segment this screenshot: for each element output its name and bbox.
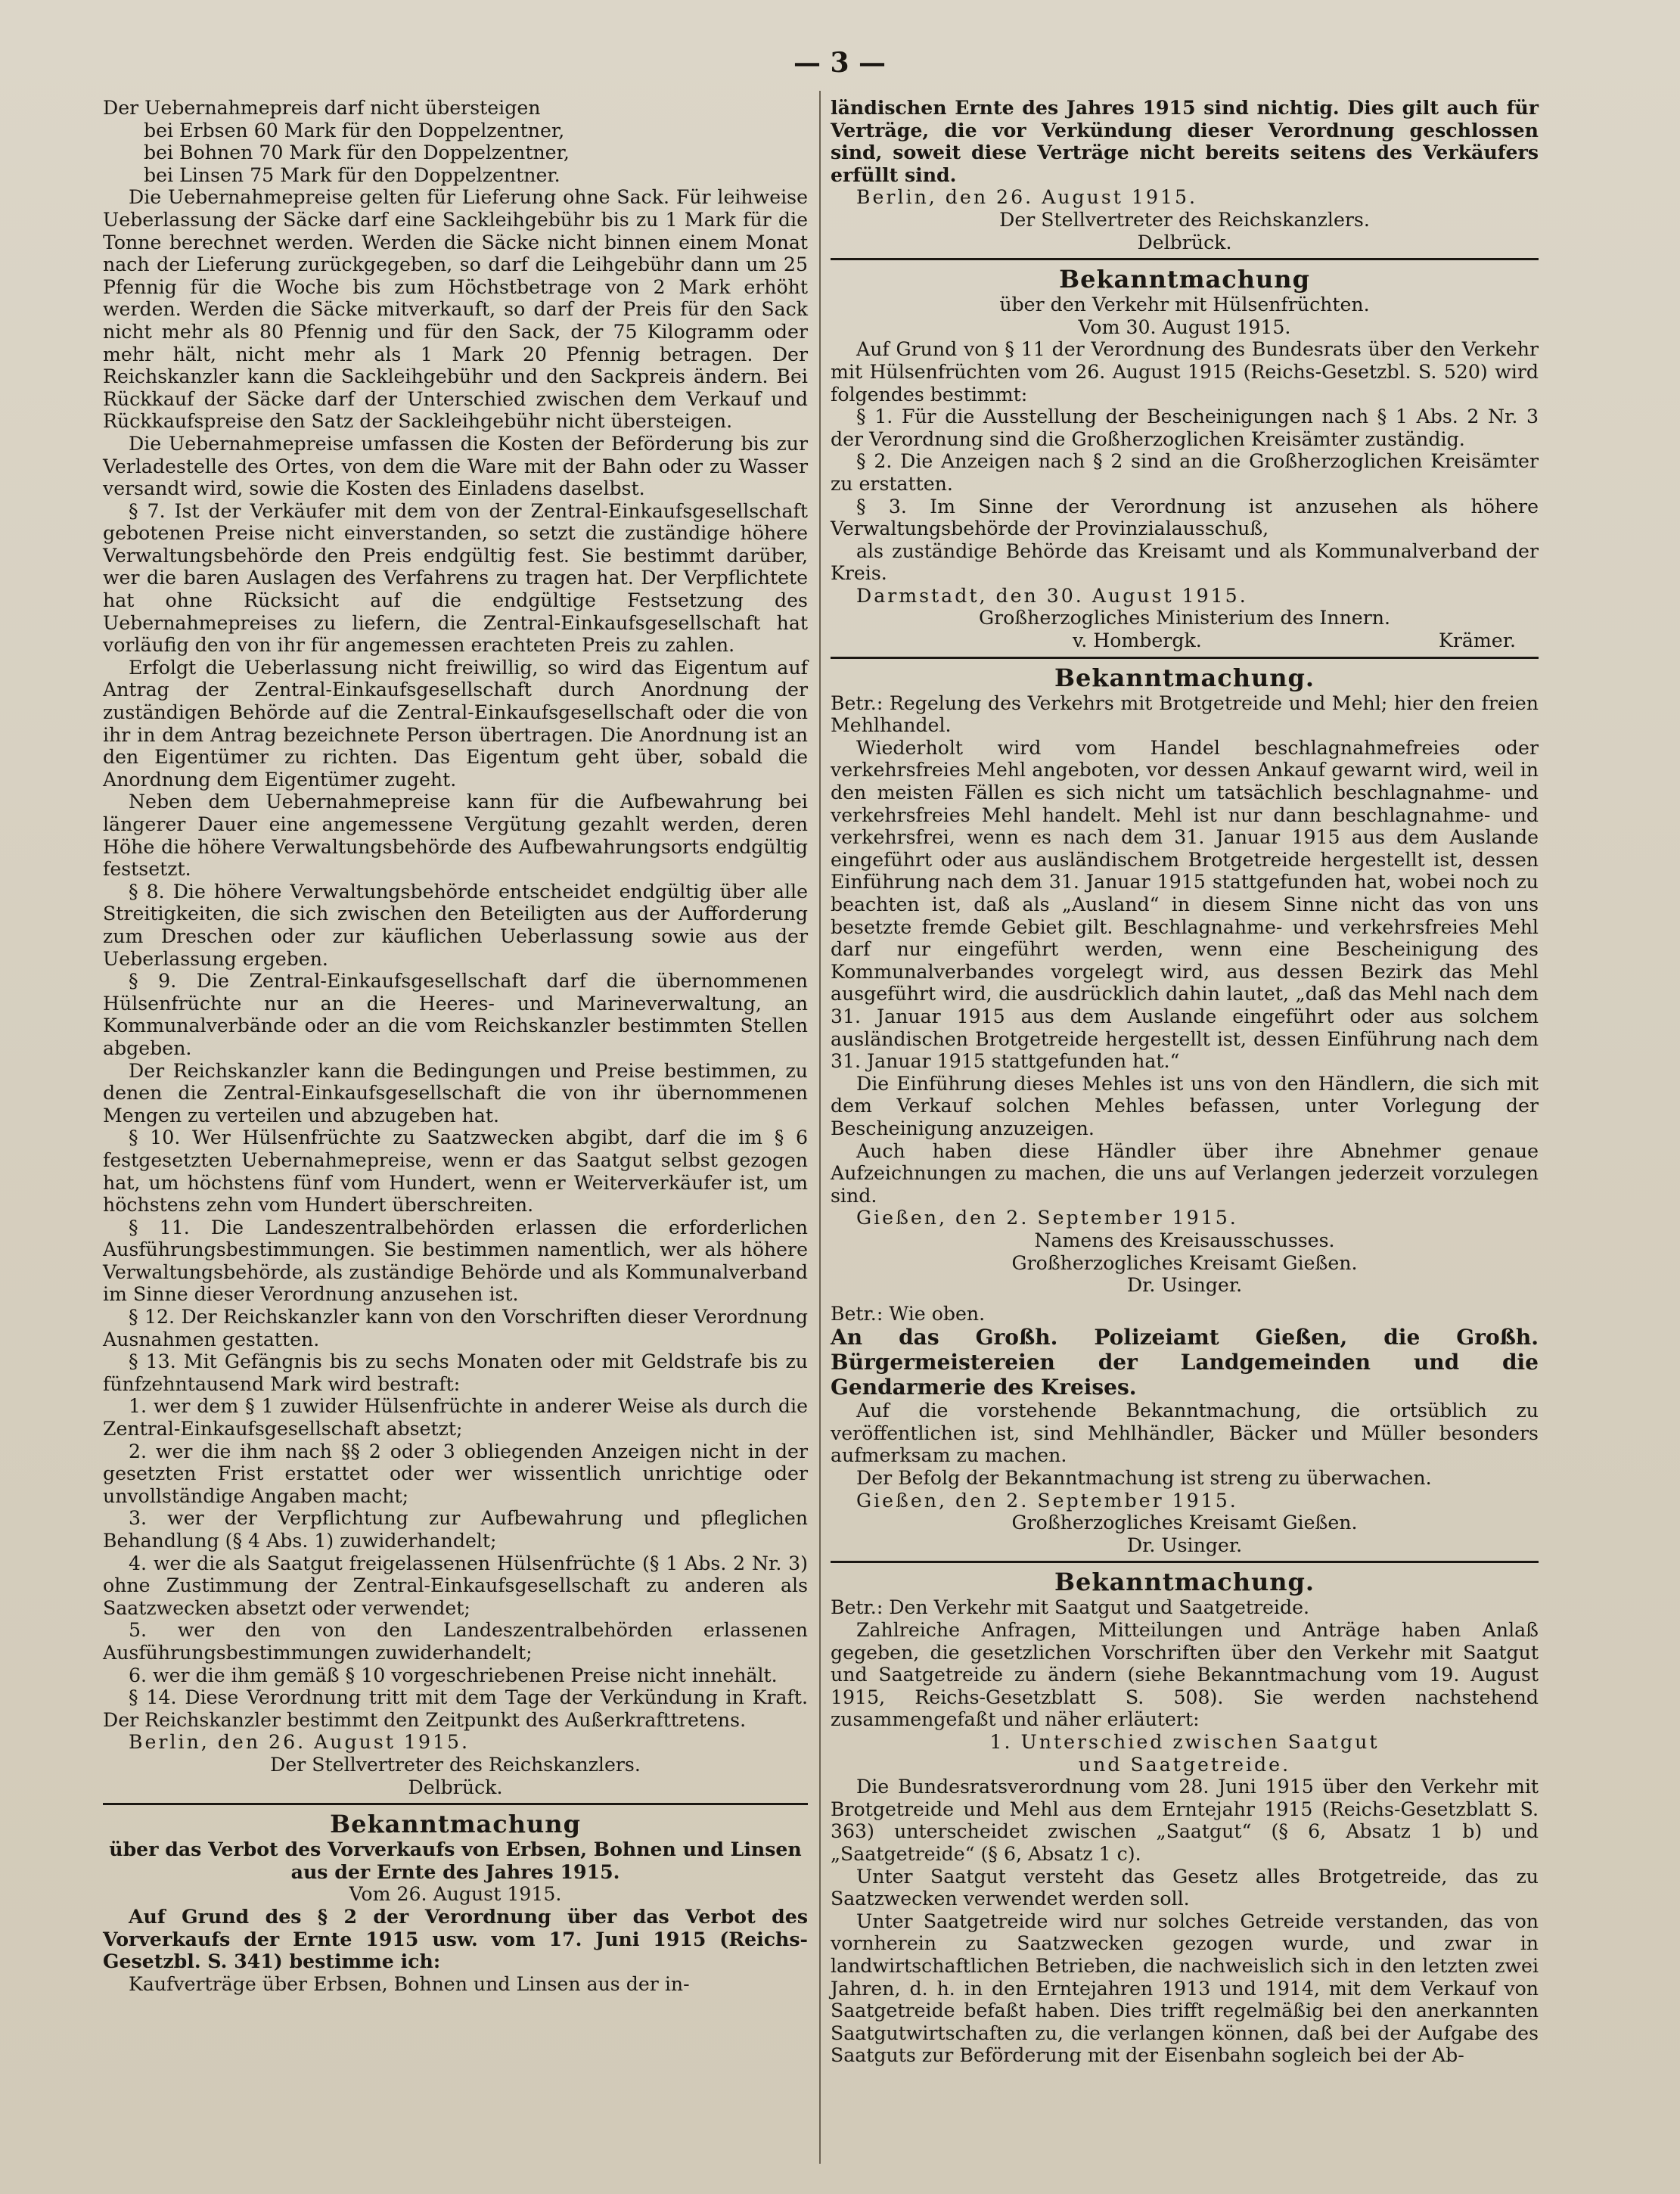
addressee: An das Großh. Polizeiamt Gießen, die Großh. Bürgermeistereien der Landgemeinden und die Gendarmerie des Kreises. — [831, 1325, 1539, 1400]
list-item: 4. wer die als Saatgut freigelassenen Hülsenfrüchte (§ 1 Abs. 2 Nr. 3) ohne Zustimmung der Zentral-Einkaufsgesellschaft zu anderen als Saatzwecken absetzt oder verwendet; — [103, 1552, 808, 1619]
signature-title: Großherzogliches Kreisamt Gießen. — [1011, 1512, 1358, 1534]
notice-heading: Bekanntmachung. — [1054, 663, 1315, 692]
signature-title: Namens des Kreisausschusses. — [1034, 1229, 1335, 1251]
paragraph: Unter Saatgut versteht das Gesetz alles Brotgetreide, das zu Saatzwecken verwendet werden soll. — [831, 1865, 1539, 1910]
section-rule — [831, 657, 1539, 659]
paragraph: § 2. Die Anzeigen nach § 2 sind an die Großherzoglichen Kreisämter zu erstatten. — [831, 450, 1539, 495]
section-heading: 1. Unterschied zwischen Saatgut — [989, 1731, 1380, 1753]
paragraph: Kaufverträge über Erbsen, Bohnen und Linsen aus der in- — [129, 1972, 690, 1995]
paragraph: § 8. Die höhere Verwaltungsbehörde entscheidet endgültig über alle Streitigkeiten, die sich zwischen den Beteiligten aus der Aufforderung zum Dreschen oder zur käuflichen Ueberlassung sowie aus der Ueberlassung ergeben. — [103, 880, 808, 970]
signature-title: Großherzogliches Kreisamt Gießen. — [1011, 1251, 1358, 1274]
paragraph: ländischen Ernte des Jahres 1915 sind nichtig. Dies gilt auch für Verträge, die vor Verkündung dieser Verordnung geschlossen sind, soweit diese Verträge nicht bereits seitens des Verkäufers erfüllt sind. — [831, 96, 1539, 186]
price-limit-beans: bei Bohnen 70 Mark für den Doppelzentner, — [144, 141, 570, 164]
paragraph: § 13. Mit Gefängnis bis zu sechs Monaten oder mit Geldstrafe bis zu fünfzehntausend Mark wird bestraft: — [103, 1350, 808, 1395]
paragraph: § 11. Die Landeszentralbehörden erlassen die erforderlichen Ausführungsbestimmungen. Sie bestimmen namentlich, wer als höhere Verwaltungsbehörde, als zuständige Behörde und als Kommunalverband im Sinne dieser Verordnung anzusehen ist. — [103, 1216, 808, 1306]
notice-heading: Bekanntmachung. — [1054, 1568, 1315, 1597]
paragraph: § 10. Wer Hülsenfrüchte zu Saatzwecken abgibt, darf die im § 6 festgesetzten Uebernahmepreise, wenn er das Saatgut selbst gezogen hat, um höchstens fünf vom Hundert, wenn er Weiterverkäufer ist, um höchstens zehn vom Hundert überschreiten. — [103, 1127, 808, 1217]
dateline: Darmstadt, den 30. August 1915. — [856, 584, 1248, 607]
subject-line: Betr.: Regelung des Verkehrs mit Brotgetreide und Mehl; hier den freien Mehlhandel. — [831, 691, 1539, 737]
section-rule — [103, 1803, 808, 1805]
notice-subject: über das Verbot des Vorverkaufs von Erbsen, Bohnen und Linsen aus der Ernte des Jahres 1915. — [109, 1838, 802, 1883]
subject-line: Betr.: Den Verkehr mit Saatgut und Saatgetreide. — [831, 1596, 1310, 1619]
price-limit-peas: bei Erbsen 60 Mark für den Doppelzentner, — [144, 119, 565, 141]
list-item: 2. wer die ihm nach §§ 2 oder 3 obliegenden Anzeigen nicht in der gesetzten Frist erstattet oder wer wissentlich unrichtige oder unvollständige Angaben macht; — [103, 1440, 808, 1507]
list-item: 3. wer der Verpflichtung zur Aufbewahrung und pfleglichen Behandlung (§ 4 Abs. 1) zuwiderhandelt; — [103, 1507, 808, 1552]
paragraph: § 1. Für die Ausstellung der Bescheinigungen nach § 1 Abs. 2 Nr. 3 der Verordnung sind die Großherzoglichen Kreisämter zuständig. — [831, 406, 1539, 450]
paragraph: § 3. Im Sinne der Verordnung ist anzusehen als höhere Verwaltungsbehörde der Provinzialausschuß, — [831, 495, 1539, 540]
signature-name: Delbrück. — [408, 1776, 503, 1798]
page-number: — 3 — — [793, 47, 887, 79]
signature-name: Dr. Usinger. — [1126, 1274, 1243, 1297]
left-column — [103, 97, 808, 1995]
paragraph: Auf Grund des § 2 der Verordnung über das Verbot des Vorverkaufs der Ernte 1915 usw. vom 17. Juni 1915 (Reichs-Gesetzbl. S. 341) bestimme ich: — [103, 1904, 808, 1973]
notice-heading: Bekanntmachung — [330, 1810, 581, 1839]
signature-row — [831, 629, 1539, 652]
paragraph: Neben dem Uebernahmepreise kann für die Aufbewahrung bei längerer Dauer eine angemessene Vergütung gezahlt werden, deren Höhe die höhere Verwaltungsbehörde des Aufbewahrungsorts endgültig festsetzt. — [103, 791, 808, 881]
signature-name: Dr. Usinger. — [1126, 1534, 1243, 1556]
right-column — [831, 97, 1539, 2067]
notice-heading: Bekanntmachung — [1059, 265, 1310, 294]
signature-title: Der Stellvertreter des Reichskanzlers. — [999, 208, 1370, 231]
paragraph: Unter Saatgetreide wird nur solches Getreide verstanden, das von vornherein zu Saatzwecken gezogen wurde, und zwar in landwirtschaftlichen Betrieben, die nachweislich sich in den letzten zwei Jahren, d. h. in den Erntejahren 1913 und 1914, mit dem Verkauf von Saatgetreide befaßt haben. Dies trifft regelmäßig bei den anerkannten Saatgutwirtschaften zu, die verlangen können, daß bei der Aufgabe des Saatguts zur Beförderung mit der Eisenbahn sogleich bei der Ab- — [831, 1910, 1539, 2067]
signature-title: Der Stellvertreter des Reichskanzlers. — [270, 1753, 641, 1776]
list-item: 5. wer den von den Landeszentralbehörden erlassenen Ausführungsbestimmungen zuwiderhandelt; — [103, 1619, 808, 1664]
notice-date: Vom 30. August 1915. — [1078, 315, 1291, 338]
notice-date: Vom 26. August 1915. — [349, 1883, 562, 1906]
dateline: Gießen, den 2. September 1915. — [856, 1489, 1238, 1512]
paragraph: Auf Grund von § 11 der Verordnung des Bundesrats über den Verkehr mit Hülsenfrüchten vom 26. August 1915 (Reichs-Gesetzbl. S. 520) wird folgendes bestimmt: — [831, 338, 1539, 406]
signature-name: Delbrück. — [1137, 231, 1232, 253]
subject-line: Betr.: Wie oben. — [831, 1302, 986, 1325]
notice-subject: über den Verkehr mit Hülsenfrüchten. — [999, 294, 1370, 316]
dateline: Berlin, den 26. August 1915. — [856, 186, 1198, 209]
list-item: 1. wer dem § 1 zuwider Hülsenfrüchte in anderer Weise als durch die Zentral-Einkaufsgesellschaft absetzt; — [103, 1395, 808, 1440]
section-rule — [831, 258, 1539, 260]
paragraph: § 12. Der Reichskanzler kann von den Vorschriften dieser Verordnung Ausnahmen gestatten. — [103, 1306, 808, 1350]
price-limit-intro: Der Uebernahmepreis darf nicht übersteigen — [103, 97, 541, 119]
paragraph: Die Uebernahmepreise umfassen die Kosten der Beförderung bis zur Verladestelle des Ortes, von dem die Ware mit der Bahn oder zu Wasser versandt wird, sowie die Kosten des Einladens daselbst. — [103, 432, 808, 500]
paragraph: § 9. Die Zentral-Einkaufsgesellschaft darf die übernommenen Hülsenfrüchte nur an die Heeres- und Marineverwaltung, an Kommunalverbände oder an die vom Reichskanzler bestimmten Stellen abgeben. — [103, 970, 808, 1059]
paragraph: Die Einführung dieses Mehles ist uns von den Händlern, die sich mit dem Verkauf solchen Mehles befassen, unter Vorlegung der Bescheinigung anzuzeigen. — [831, 1072, 1539, 1139]
paragraph: Der Reichskanzler kann die Bedingungen und Preise bestimmen, zu denen die Zentral-Einkaufsgesellschaft die von ihr übernommenen Mengen zu verteilen und abzugeben hat. — [103, 1059, 808, 1127]
paragraph: Die Bundesratsverordnung vom 28. Juni 1915 über den Verkehr mit Brotgetreide und Mehl aus dem Erntejahr 1915 (Reichs-Gesetzblatt S. 363) unterscheidet zwischen „Saatgut“ (§ 6, Absatz 1 b) und „Saatgetreide“ (§ 6, Absatz 1 c). — [831, 1776, 1539, 1865]
paragraph: Die Uebernahmepreise gelten für Lieferung ohne Sack. Für leihweise Ueberlassung der Säcke darf eine Sackleihgebühr bis zu 1 Mark für die Tonne berechnet werden. Werden die Säcke nicht binnen einem Monat nach der Lieferung zurückgegeben, so darf die Leihgebühr dann um 25 Pfennig für die Woche bis zum Höchstbetrage von 2 Mark erhöht werden. Werden die Säcke mitverkauft, so darf der Preis für den Sack nicht mehr als 80 Pfennig und für den Sack, der 75 Kilogramm oder mehr hält, nicht mehr als 1 Mark 20 Pfennig betragen. Der Reichskanzler kann die Sackleihgebühr und den Sackpreis ändern. Bei Rückkauf der Säcke darf der Unterschied zwischen dem Verkauf und Rückkaufspreise den Satz der Sackleihgebühr nicht übersteigen. — [103, 186, 808, 433]
paragraph: Der Befolg der Bekanntmachung ist streng zu überwachen. — [856, 1467, 1432, 1490]
signature-name: Krämer. — [1439, 629, 1516, 652]
dateline: Berlin, den 26. August 1915. — [129, 1731, 470, 1754]
paragraph: Zahlreiche Anfragen, Mitteilungen und Anträge haben Anlaß gegeben, die gesetzlichen Vorschriften über den Verkehr mit Saatgut und Saatgetreide zu ändern (siehe Bekanntmachung vom 19. August 1915, Reichs-Gesetzblatt S. 508). Sie werden nachstehend zusammengefaßt und näher erläutert: — [831, 1619, 1539, 1731]
section-rule — [831, 1561, 1539, 1563]
signature-title: Großherzogliches Ministerium des Innern. — [979, 607, 1390, 629]
column-divider — [819, 91, 821, 2164]
dateline: Gießen, den 2. September 1915. — [856, 1207, 1238, 1229]
paragraph: Erfolgt die Ueberlassung nicht freiwillig, so wird das Eigentum auf Antrag der Zentral-Einkaufsgesellschaft durch Anordnung der zuständigen Behörde auf die Zentral-Einkaufsgesellschaft oder die von ihr in dem Antrag bezeichnete Person übertragen. Die Anordnung ist an den Eigentümer zu richten. Das Eigentum geht über, sobald die Anordnung dem Eigentümer zugeht. — [103, 656, 808, 791]
price-limit-lentils: bei Linsen 75 Mark für den Doppelzentner. — [144, 163, 561, 186]
paragraph: § 7. Ist der Verkäufer mit dem von der Zentral-Einkaufsgesellschaft gebotenen Preise nicht einverstanden, so setzt die zuständige höhere Verwaltungsbehörde den Preis endgültig fest. Sie bestimmt darüber, wer die baren Auslagen des Verfahrens zu tragen hat. Der Verpflichtete hat ohne Rücksicht auf die endgültige Festsetzung des Uebernahmepreises zu liefern, die Zentral-Einkaufsgesellschaft hat vorläufig den von ihr für angemessen erachteten Preis zu zahlen. — [103, 499, 808, 657]
signature-name: v. Hombergk. — [1073, 629, 1202, 652]
paragraph: Auf die vorstehende Bekanntmachung, die ortsüblich zu veröffentlichen ist, sind Mehlhändler, Bäcker und Müller besonders aufmerksam zu machen. — [831, 1400, 1539, 1467]
section-heading: und Saatgetreide. — [1078, 1753, 1291, 1776]
list-item: 6. wer die ihm gemäß § 10 vorgeschriebenen Preise nicht innehält. — [129, 1664, 778, 1686]
paragraph: Wiederholt wird vom Handel beschlagnahmefreies oder verkehrsfreies Mehl angeboten, vor dessen Ankauf gewarnt wird, weil in den meisten Fällen es sich nicht um tatsächlich beschlagnahme- und verkehrsfreies Mehl handelt. Mehl ist nur dann beschlagnahme- und verkehrsfrei, wenn es nach dem 31. Januar 1915 aus dem Auslande eingeführt oder aus ausländischem Brotgetreide hergestellt ist, dessen Einführung nach dem 31. Januar 1915 stattgefunden hat, wobei noch zu beachten ist, daß als „Ausland“ in diesem Sinne nicht das von uns besetzte fremde Gebiet gilt. Beschlagnahme- und verkehrsfreies Mehl darf nur eingeführt werden, wenn eine Bescheinigung des Kommunalverbandes vorgelegt wird, aus dessen Bezirk das Mehl ausgeführt wird, die ausdrücklich dahin lautet, „daß das Mehl nach dem 31. Januar 1915 aus dem Auslande eingeführt oder aus solchem ausländischen Brotgetreide hergestellt ist, dessen Einführung nach dem 31. Januar 1915 stattgefunden hat.“ — [831, 736, 1539, 1073]
paragraph: als zuständige Behörde das Kreisamt und als Kommunalverband der Kreis. — [831, 539, 1539, 585]
paragraph: § 14. Diese Verordnung tritt mit dem Tage der Verkündung in Kraft. Der Reichskanzler bestimmt den Zeitpunkt des Außerkrafttretens. — [103, 1686, 808, 1731]
paragraph: Auch haben diese Händler über ihre Abnehmer genaue Aufzeichnungen zu machen, die uns auf Verlangen jederzeit vorzulegen sind. — [831, 1139, 1539, 1207]
